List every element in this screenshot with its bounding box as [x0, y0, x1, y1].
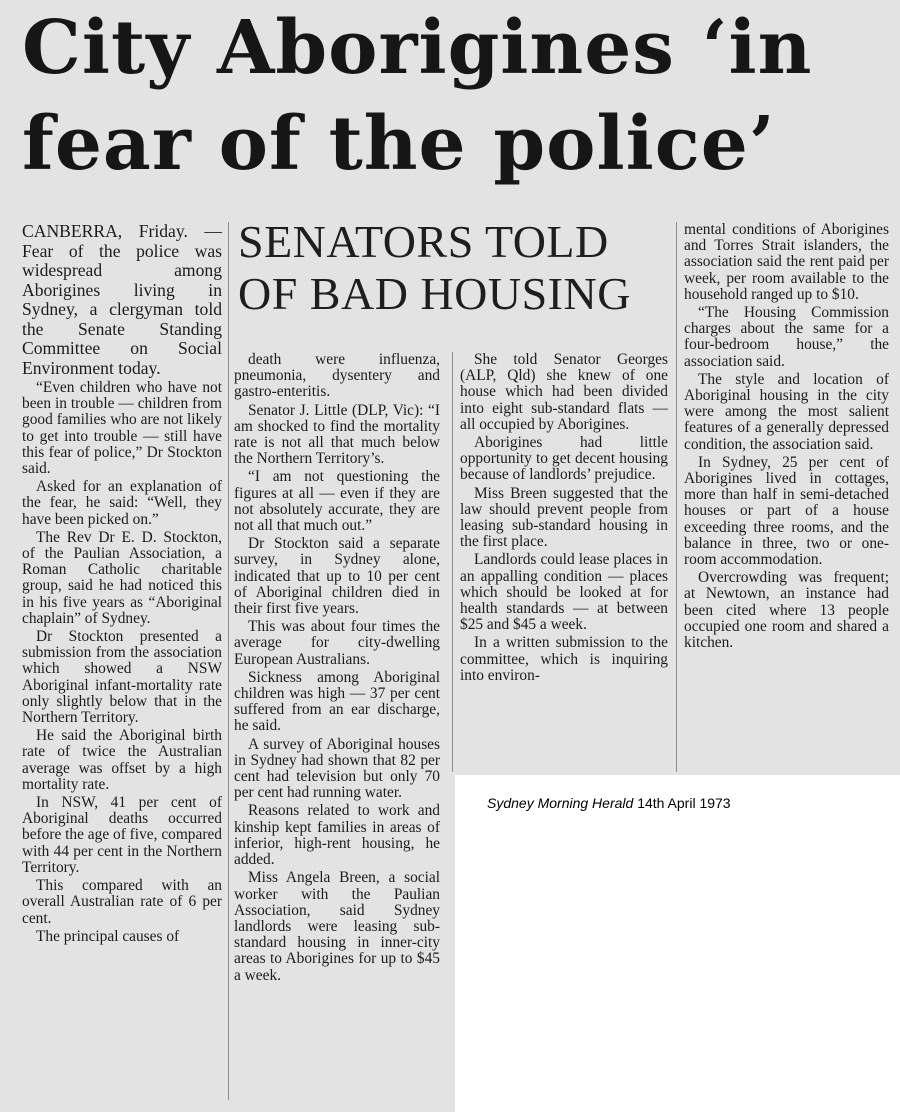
article-paragraph: Miss Breen suggested that the law should prevent people from leasing sub-standard housing in the first place. — [460, 484, 668, 551]
article-column-3 — [460, 352, 668, 684]
article-paragraph: “I am not questioning the figures at all — even if they are not absolutely accurate, they are not all that much out.” — [234, 468, 440, 535]
column-rule — [452, 352, 453, 772]
article-paragraph: mental conditions of Aborigines and Torres Strait islanders, the association said the rent paid per week, per room available to the household ranged up to $10. — [684, 221, 889, 303]
article-paragraph: “The Housing Commission charges about the same for a four-bedroom house,” the association said. — [684, 304, 889, 370]
column-rule — [228, 222, 229, 1100]
subheadline: SENATORS TOLD OF BAD HOUSING — [238, 216, 631, 319]
blank-area — [455, 775, 900, 1112]
article-paragraph: Senator J. Little (DLP, Vic): “I am shocked to find the mortality rate is not all that much below the Northern Territory’s. — [234, 401, 440, 468]
article-paragraph: In a written submission to the committee, which is inquiring into environ- — [460, 634, 668, 684]
article-paragraph: This compared with an overall Australian rate of 6 per cent. — [22, 877, 222, 927]
article-paragraph: CANBERRA, Friday. — Fear of the police was widespread among Aborigines living in Sydney, a clergyman told the Senate Standing Committee on Social Environment today. — [22, 221, 222, 378]
article-paragraph: The style and location of Aboriginal housing in the city were among the most salient features of a generally depressed condition, the association said. — [684, 370, 889, 453]
source-caption — [487, 795, 731, 811]
article-paragraph: Dr Stockton presented a submission from the association which showed a NSW Aboriginal infant-mortality rate only slightly below that in the Northern Territory. — [22, 628, 222, 727]
source-date: 14th April 1973 — [637, 795, 731, 811]
headline: City Aborigines ‘in fear of the police’ — [22, 5, 813, 187]
article-paragraph: He said the Aboriginal birth rate of twice the Australian average was offset by a high mortality rate. — [22, 727, 222, 793]
article-column-2 — [234, 352, 440, 984]
article-column-4 — [684, 222, 889, 651]
article-paragraph: This was about four times the average for city-dwelling European Australians. — [234, 618, 440, 668]
column-rule — [676, 222, 677, 772]
article-paragraph: Dr Stockton said a separate survey, in Sydney alone, indicated that up to 10 per cent of Aboriginal children died in their first five years. — [234, 535, 440, 618]
article-paragraph: She told Senator Georges (ALP, Qld) she knew of one house which had been divided into eight sub-standard flats — all occupied by Aborigines. — [460, 351, 668, 433]
article-paragraph: Reasons related to work and kinship kept families in areas of inferior, high-rent housing, he added. — [234, 802, 440, 869]
article-paragraph: The principal causes of — [36, 927, 180, 945]
article-paragraph: Overcrowding was frequent; at Newtown, an instance had been cited where 13 people occupied one room and shared a kitchen. — [684, 569, 889, 652]
article-paragraph: Miss Angela Breen, a social worker with the Paulian Association, said Sydney landlords were leasing sub-standard housing in inner-city areas to Aborigines for up to $45 a week. — [234, 869, 440, 984]
article-paragraph: Asked for an explanation of the fear, he said: “Well, they have been picked on.” — [22, 478, 222, 528]
article-paragraph: Landlords could lease places in an appalling condition — places which should be looked at for health standards — at between $25 and $45 a week. — [460, 551, 668, 634]
article-paragraph: In Sydney, 25 per cent of Aborigines lived in cottages, more than half in semi-detached houses or part of a house exceeding three rooms, and the balance in three, two or one-room accommodation. — [684, 453, 889, 569]
article-paragraph: “Even children who have not been in trouble — children from good families who are not likely to get into trouble — still have this fear of police,” Dr Stockton said. — [22, 379, 222, 478]
article-paragraph: A survey of Aboriginal houses in Sydney had shown that 82 per cent had television but only 70 per cent had running water. — [234, 735, 440, 802]
article-paragraph: Sickness among Aboriginal children was high — 37 per cent suffered from an ear discharge, he said. — [234, 668, 440, 735]
article-paragraph: In NSW, 41 per cent of Aboriginal deaths occurred before the age of five, compared with 44 per cent in the Northern Territory. — [22, 794, 222, 876]
article-paragraph: Aborigines had little opportunity to get decent housing because of landlords’ prejudice. — [460, 434, 668, 484]
source-name: Sydney Morning Herald — [487, 795, 634, 811]
article-column-1 — [22, 222, 222, 945]
article-paragraph: death were influenza, pneumonia, dysentery and gastro-enteritis. — [234, 351, 440, 401]
article-paragraph: The Rev Dr E. D. Stockton, of the Paulian Association, a Roman Catholic charitable group, said he had noticed this in his five years as “Aboriginal chaplain” of Sydney. — [22, 528, 222, 627]
